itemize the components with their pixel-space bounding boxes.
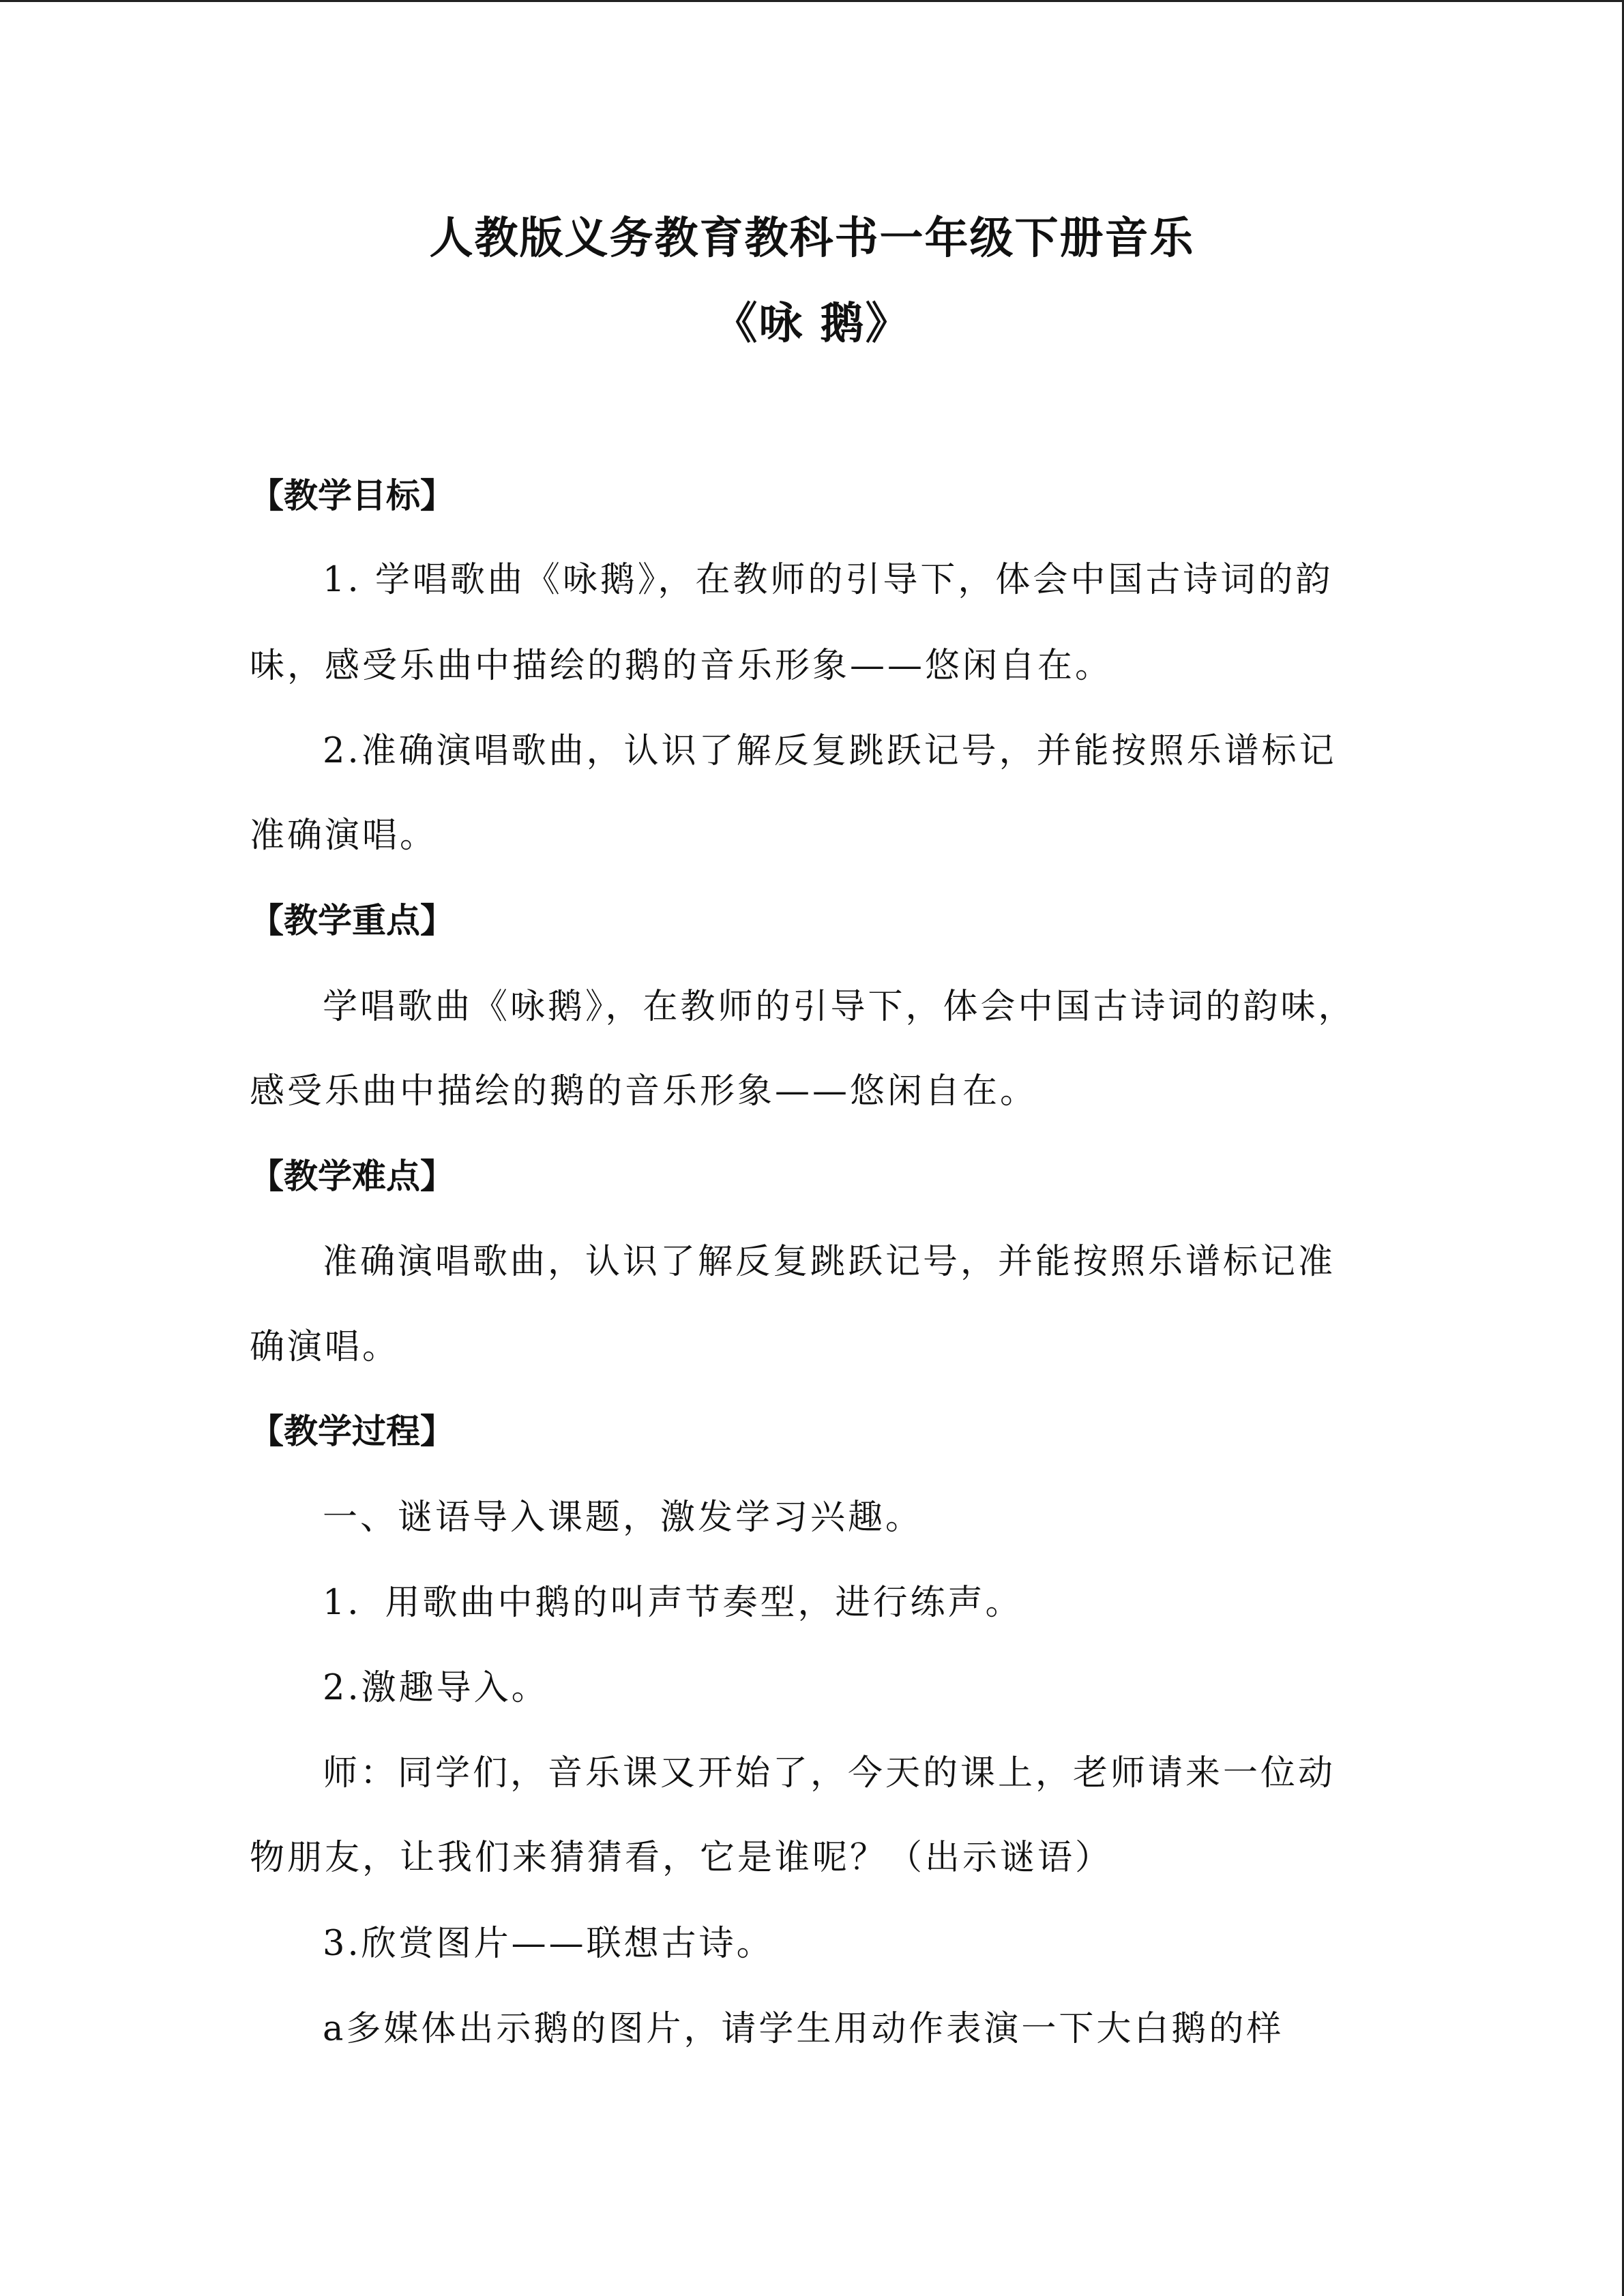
process-line-3: 2.激趣导入。 — [323, 1668, 549, 1708]
song-title: 《咏 鹅》 — [713, 299, 911, 349]
objectives-line-2: 味，感受乐曲中描绘的鹅的音乐形象——悠闲自在。 — [250, 646, 1113, 686]
objectives-line-1: 1. 学唱歌曲《咏鹅》，在教师的引导下，体会中国古诗词的韵 — [323, 560, 1333, 600]
key-points-line-1: 学唱歌曲《咏鹅》，在教师的引导下，体会中国古诗词的韵味， — [323, 987, 1356, 1027]
page-border-top — [0, 0, 1624, 2]
difficulties-line-1: 准确演唱歌曲，认识了解反复跳跃记号，并能按照乐谱标记准 — [323, 1242, 1336, 1282]
process-line-4: 师：同学们，音乐课又开始了，今天的课上，老师请来一位动 — [323, 1753, 1336, 1793]
process-line-2: 1．用歌曲中鹅的叫声节奏型，进行练声。 — [323, 1583, 1023, 1623]
objectives-line-4: 准确演唱。 — [250, 816, 438, 856]
key-points-line-2: 感受乐曲中描绘的鹅的音乐形象——悠闲自在。 — [250, 1071, 1038, 1112]
document-title: 人教版义务教育教科书一年级下册音乐 — [429, 213, 1195, 264]
heading-key-points: 【教学重点】 — [250, 901, 454, 940]
difficulties-line-2: 确演唱。 — [250, 1327, 400, 1367]
process-line-6: 3.欣赏图片——联想古诗。 — [323, 1924, 774, 1964]
heading-difficulties: 【教学难点】 — [250, 1157, 454, 1196]
process-line-1: 一、谜语导入课题，激发学习兴趣。 — [323, 1497, 924, 1538]
process-line-5: 物朋友，让我们来猜猜看，它是谁呢？（出示谜语） — [250, 1838, 1113, 1878]
process-line-7: a多媒体出示鹅的图片，请学生用动作表演一下大白鹅的样 — [323, 2009, 1284, 2049]
heading-objectives: 【教学目标】 — [250, 476, 454, 516]
heading-process: 【教学过程】 — [250, 1412, 454, 1451]
objectives-line-3: 2.准确演唱歌曲，认识了解反复跳跃记号，并能按照乐谱标记 — [323, 731, 1337, 771]
